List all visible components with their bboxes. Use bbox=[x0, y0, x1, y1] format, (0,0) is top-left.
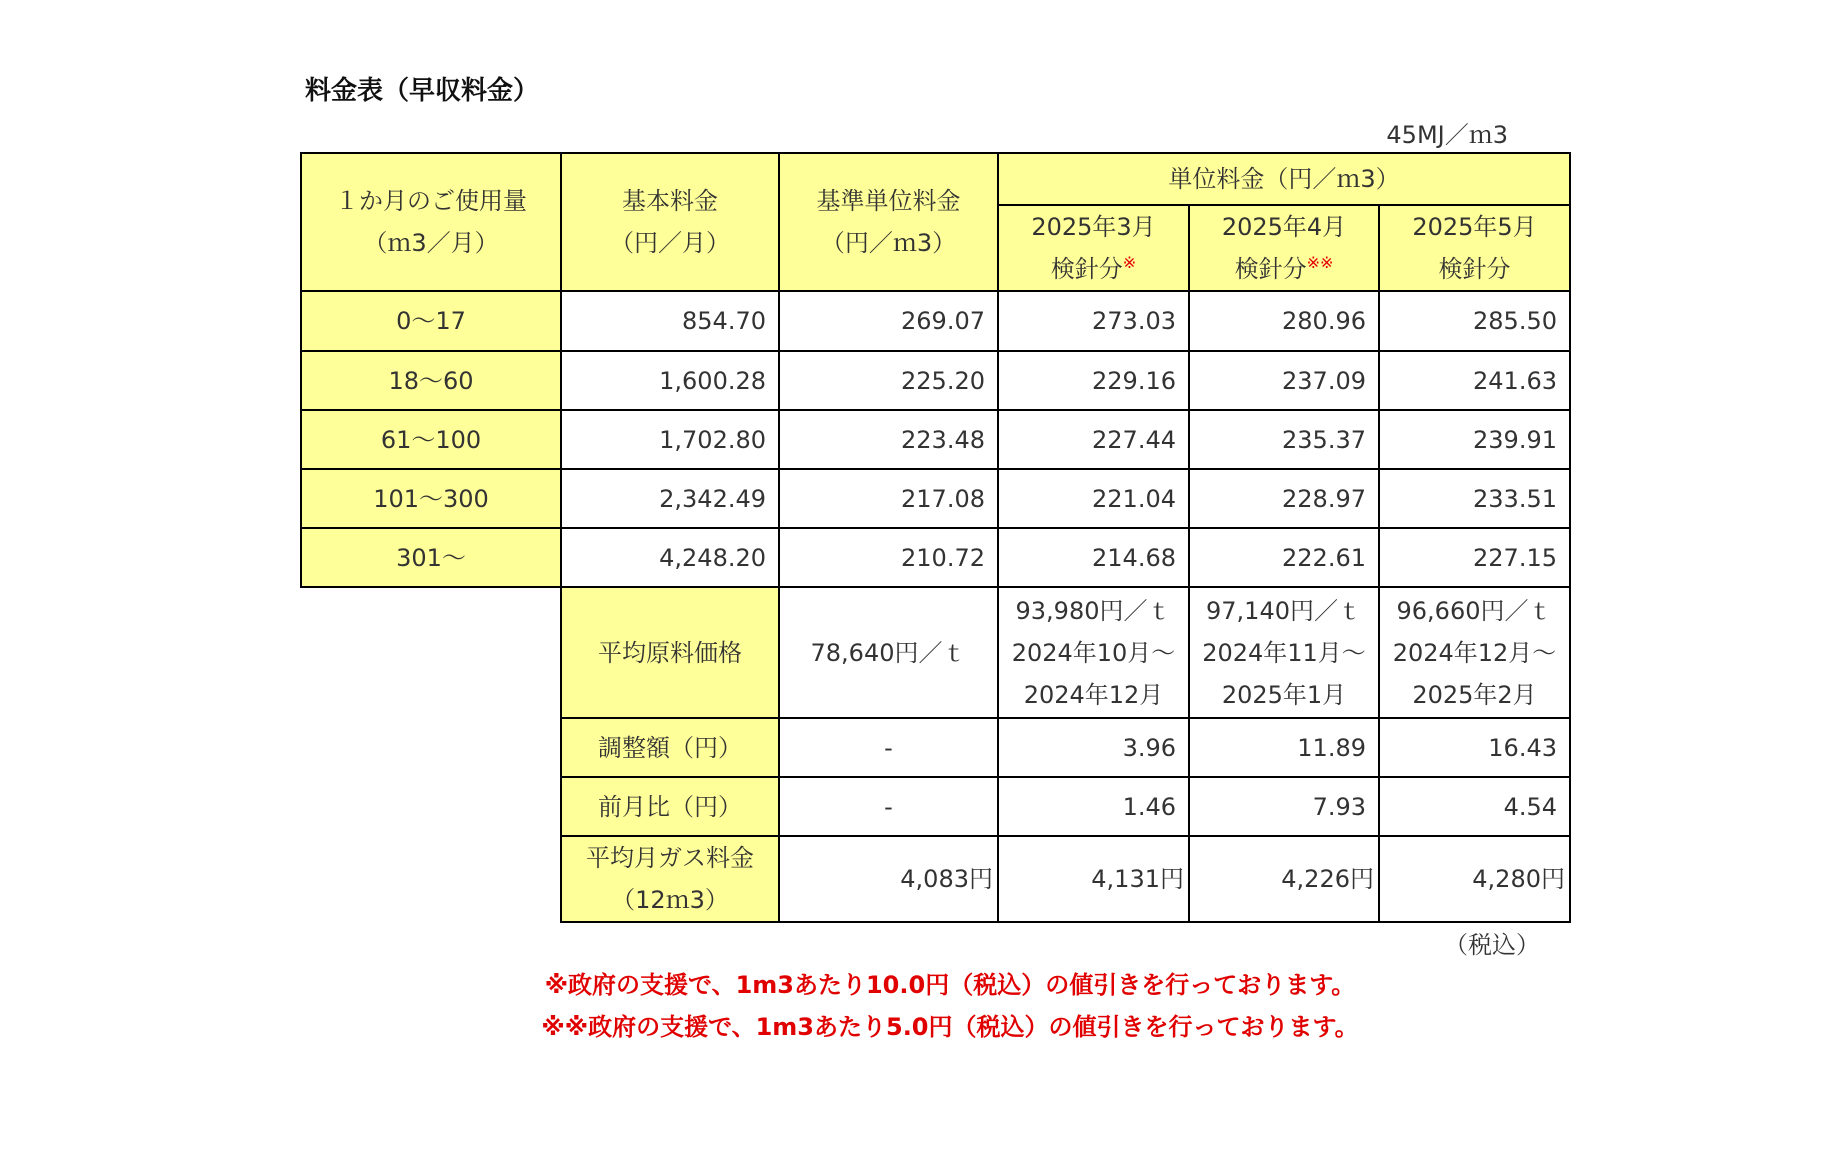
standard-unit-charge: 269.07 bbox=[779, 291, 998, 351]
adjustment-standard: - bbox=[779, 718, 998, 777]
avg-material-month-1: 93,980円／ｔ 2024年10月～ 2024年12月 bbox=[998, 587, 1189, 718]
basic-charge: 1,600.28 bbox=[561, 351, 779, 410]
unit-charge-month-2: 235.37 bbox=[1189, 410, 1379, 469]
avg-material-standard: 78,640円／ｔ bbox=[779, 587, 998, 718]
header-month-3: 2025年5月 検針分 bbox=[1379, 205, 1570, 291]
mom-month-3: 4.54 bbox=[1379, 777, 1570, 836]
header-month-2: 2025年4月 検針分※※ bbox=[1189, 205, 1379, 291]
usage-range: 301～ bbox=[301, 528, 561, 587]
table-row bbox=[301, 469, 1570, 528]
unit-charge-month-1: 229.16 bbox=[998, 351, 1189, 410]
adjustment-month-1: 3.96 bbox=[998, 718, 1189, 777]
unit-charge-month-2: 280.96 bbox=[1189, 291, 1379, 351]
adjustment-month-2: 11.89 bbox=[1189, 718, 1379, 777]
avg-material-month-2: 97,140円／ｔ 2024年11月～ 2025年1月 bbox=[1189, 587, 1379, 718]
unit-charge-month-3: 233.51 bbox=[1379, 469, 1570, 528]
mom-standard: - bbox=[779, 777, 998, 836]
avg-monthly-month-3: 4,280円 bbox=[1379, 836, 1570, 922]
footnote-mark: ※ bbox=[1122, 253, 1137, 272]
adjustment-month-3: 16.43 bbox=[1379, 718, 1570, 777]
avg-material-row bbox=[301, 587, 1570, 718]
unit-charge-month-3: 285.50 bbox=[1379, 291, 1570, 351]
unit-charge-month-2: 228.97 bbox=[1189, 469, 1379, 528]
avg-monthly-month-1: 4,131円 bbox=[998, 836, 1189, 922]
tax-note: （税込） bbox=[1444, 931, 1540, 959]
mom-label: 前月比（円） bbox=[561, 777, 779, 836]
unit-charge-month-3: 241.63 bbox=[1379, 351, 1570, 410]
adjustment-label: 調整額（円） bbox=[561, 718, 779, 777]
usage-range: 0～17 bbox=[301, 291, 561, 351]
usage-range: 101～300 bbox=[301, 469, 561, 528]
mom-month-1: 1.46 bbox=[998, 777, 1189, 836]
header-row-1 bbox=[301, 153, 1570, 205]
footnote-mark: ※※ bbox=[1306, 253, 1334, 272]
avg-monthly-standard: 4,083円 bbox=[779, 836, 998, 922]
usage-range: 18～60 bbox=[301, 351, 561, 410]
unit-charge-month-3: 239.91 bbox=[1379, 410, 1570, 469]
table-row bbox=[301, 410, 1570, 469]
basic-charge: 4,248.20 bbox=[561, 528, 779, 587]
page-title: 料金表（早収料金） bbox=[305, 76, 540, 106]
standard-unit-charge: 223.48 bbox=[779, 410, 998, 469]
table-row bbox=[301, 291, 1570, 351]
unit-charge-month-1: 214.68 bbox=[998, 528, 1189, 587]
header-standard-unit-charge: 基準単位料金 （円／ｍ3） bbox=[779, 153, 998, 291]
table-row bbox=[301, 528, 1570, 587]
standard-unit-charge: 217.08 bbox=[779, 469, 998, 528]
basic-charge: 2,342.49 bbox=[561, 469, 779, 528]
mom-row bbox=[301, 777, 1570, 836]
table-row bbox=[301, 351, 1570, 410]
standard-unit-charge: 225.20 bbox=[779, 351, 998, 410]
unit-note: 45MJ／ｍ3 bbox=[1386, 121, 1508, 149]
footnote-2: ※※政府の支援で、1m3あたり5.0円（税込）の値引きを行っております。 bbox=[541, 1013, 1359, 1041]
avg-monthly-row bbox=[301, 836, 1570, 922]
basic-charge: 854.70 bbox=[561, 291, 779, 351]
avg-material-label: 平均原料価格 bbox=[561, 587, 779, 718]
header-unit-charge-group: 単位料金（円／ｍ3） bbox=[998, 153, 1570, 205]
usage-range: 61～100 bbox=[301, 410, 561, 469]
unit-charge-month-1: 273.03 bbox=[998, 291, 1189, 351]
unit-charge-month-2: 237.09 bbox=[1189, 351, 1379, 410]
unit-charge-month-2: 222.61 bbox=[1189, 528, 1379, 587]
unit-charge-month-3: 227.15 bbox=[1379, 528, 1570, 587]
basic-charge: 1,702.80 bbox=[561, 410, 779, 469]
standard-unit-charge: 210.72 bbox=[779, 528, 998, 587]
mom-month-2: 7.93 bbox=[1189, 777, 1379, 836]
avg-material-month-3: 96,660円／ｔ 2024年12月～ 2025年2月 bbox=[1379, 587, 1570, 718]
footnote-1: ※政府の支援で、1m3あたり10.0円（税込）の値引きを行っております。 bbox=[544, 971, 1356, 999]
avg-monthly-month-2: 4,226円 bbox=[1189, 836, 1379, 922]
avg-monthly-label: 平均月ガス料金 （12ｍ3） bbox=[561, 836, 779, 922]
header-usage: １か月のご使用量 （ｍ3／月） bbox=[301, 153, 561, 291]
unit-charge-month-1: 227.44 bbox=[998, 410, 1189, 469]
adjustment-row bbox=[301, 718, 1570, 777]
header-basic-charge: 基本料金 （円／月） bbox=[561, 153, 779, 291]
tariff-table bbox=[300, 152, 1571, 923]
unit-charge-month-1: 221.04 bbox=[998, 469, 1189, 528]
header-month-1: 2025年3月 検針分※ bbox=[998, 205, 1189, 291]
